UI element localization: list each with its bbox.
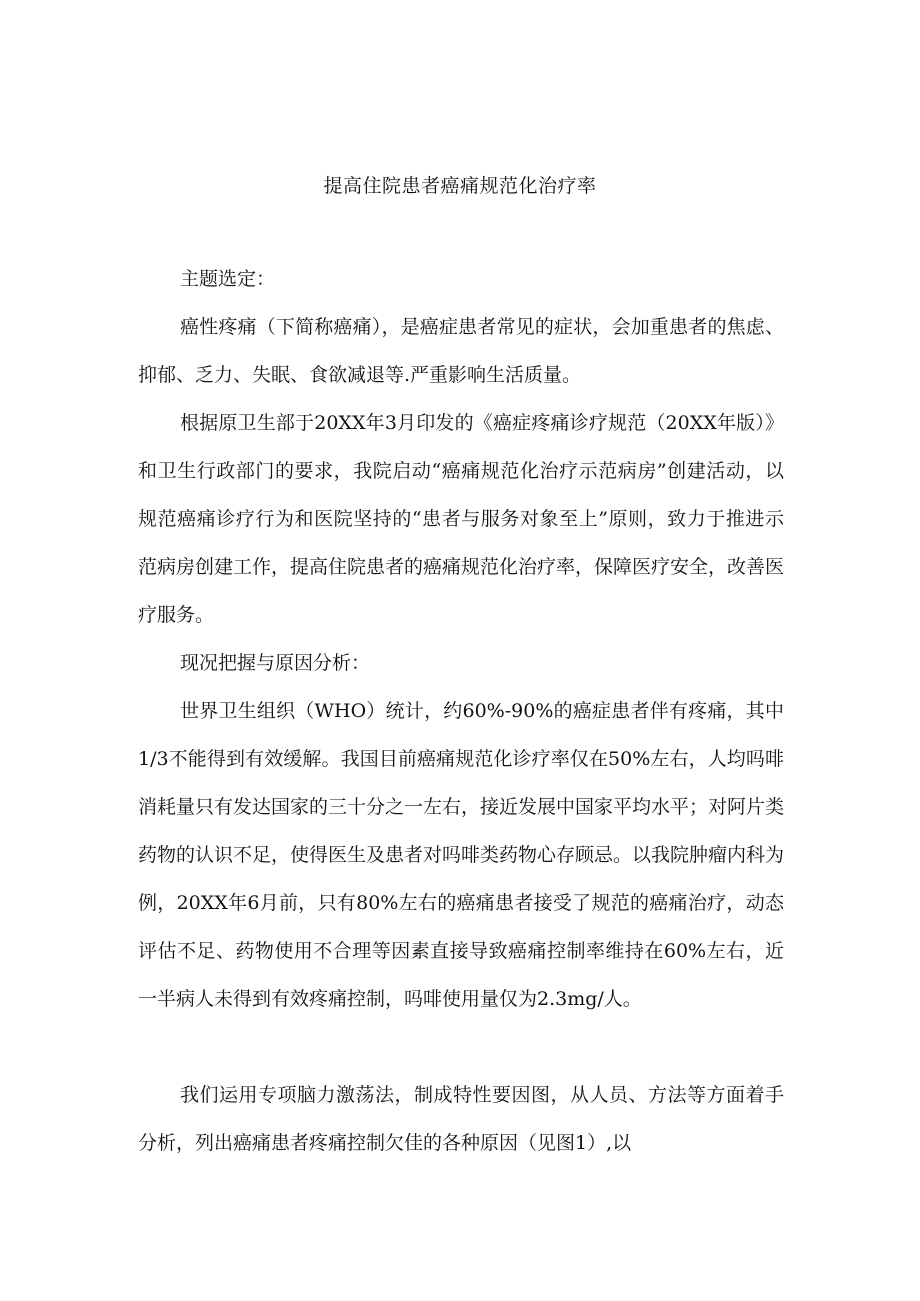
paragraph-statistics: 世界卫生组织（WHO）统计，约60%-90%的癌症患者伴有疼痛，其中1/3不能得到有效缓解。我国目前癌痛规范化诊疗率仅在50%左右，人均吗啡消耗量只有发达国家的三十分之一左右，接近发展中国家平均水平；对阿片类药物的认识不足，使得医生及患者对吗啡类药物心存顾忌。以我院肿瘤内科为例，20XX年6月前，只有80%左右的癌痛患者接受了规范的癌痛治疗，动态评估不足、药物使用不合理等因素直接导致癌痛控制率维持在60%左右，近一半病人未得到有效疼痛控制，吗啡使用量仅为2.3mg/人。 [138, 700, 785, 1010]
paragraph-cancer-pain-definition: 癌性疼痛（下简称癌痛），是癌症患者常见的症状，会加重患者的焦虑、抑郁、乏力、失眠、食欲减退等.严重影响生活质量。 [138, 316, 784, 386]
document-title: 提高住院患者癌痛规范化治疗率 [323, 175, 597, 197]
section-heading-status-analysis: 现况把握与原因分析： [180, 652, 371, 674]
paragraph-brainstorm: 我们运用专项脑力激荡法，制成特性要因图，从人员、方法等方面着手分析，列出癌痛患者疼痛控制欠佳的各种原因（见图1）,以 [138, 1084, 784, 1154]
paragraph-background: 根据原卫生部于20XX年3月印发的《癌症疼痛诊疗规范（20XX年版）》和卫生行政部门的要求，我院启动“癌痛规范化治疗示范病房”创建活动，以规范癌痛诊疗行为和医院坚持的“患者与服务对象至上”原则，致力于推进示范病房创建工作，提高住院患者的癌痛规范化治疗率，保障医疗安全，改善医疗服务。 [138, 412, 785, 626]
section-heading-topic: 主题选定： [180, 268, 276, 290]
